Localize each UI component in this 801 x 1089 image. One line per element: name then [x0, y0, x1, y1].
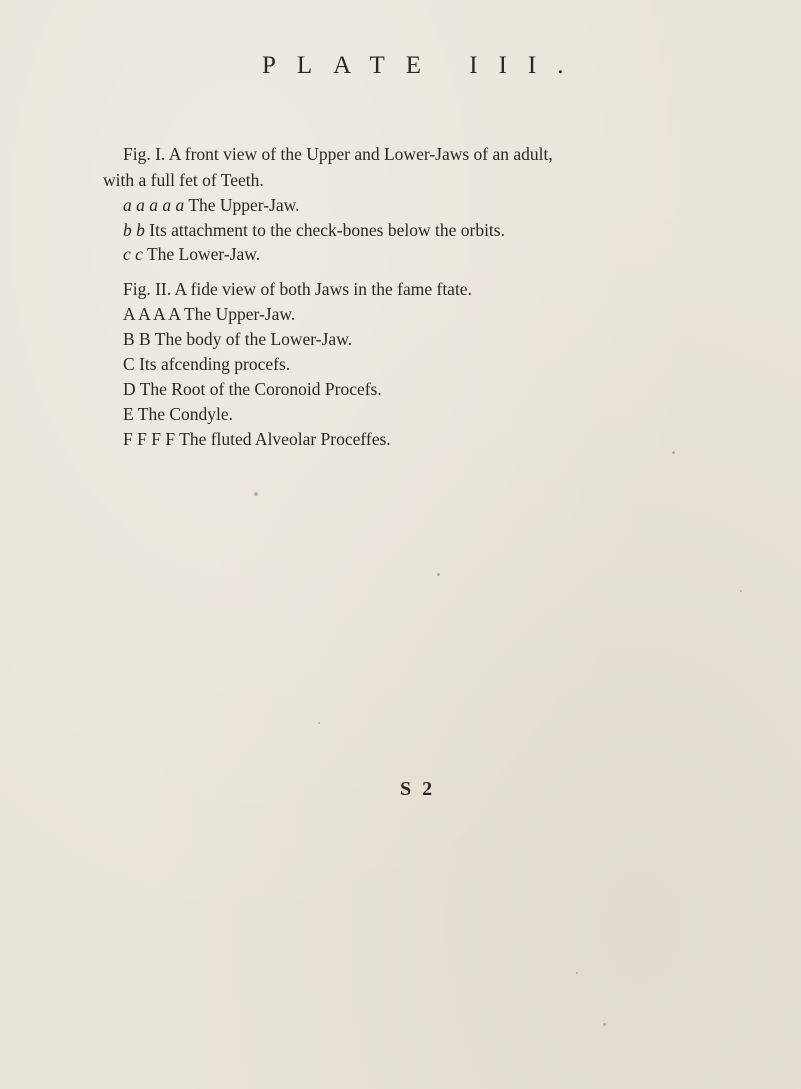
item-key: D	[123, 379, 136, 399]
item-text: The Upper-Jaw.	[188, 195, 300, 215]
item-key: B B	[123, 329, 151, 349]
paper-speck	[603, 1023, 606, 1026]
item-key: b b	[123, 220, 145, 240]
fig1-heading-cont: with a full fet of Teeth.	[103, 170, 264, 190]
fig2-item	[123, 331, 352, 349]
fig2-item	[123, 381, 382, 399]
paper-speck	[740, 590, 742, 592]
fig2-heading: Fig. II. A fide view of both Jaws in the fame ftate.	[123, 279, 472, 299]
paper-speck	[576, 972, 578, 974]
item-text: The Lower-Jaw.	[146, 244, 261, 264]
fig1-item	[123, 197, 300, 215]
item-text: The body of the Lower-Jaw.	[154, 329, 353, 349]
item-text: The Root of the Coronoid Procefs.	[139, 379, 382, 399]
item-text: Its attachment to the check-bones below the orbits.	[149, 220, 505, 240]
fig1-heading: Fig. I. A front view of the Upper and Lower-Jaws of an adult,	[123, 144, 553, 164]
item-text: Its afcending procefs.	[139, 354, 291, 374]
paper-speck	[437, 573, 440, 576]
item-text: The fluted Alveolar Proceffes.	[179, 429, 391, 449]
item-text: The Upper-Jaw.	[183, 304, 296, 324]
fig1-item	[123, 222, 505, 240]
item-key: A A A A	[123, 304, 180, 324]
fig2-item	[123, 406, 233, 424]
fig2-item	[123, 431, 391, 449]
plate-title: PLATE III.	[262, 52, 585, 79]
fig2-item	[123, 306, 295, 324]
paper-speck	[672, 451, 675, 454]
item-key: E	[123, 404, 134, 424]
item-text: The Condyle.	[137, 404, 234, 424]
item-key: c c	[123, 244, 143, 264]
fig2-item	[123, 356, 290, 374]
paper-speck	[318, 722, 320, 724]
item-key: F F F F	[123, 429, 176, 449]
item-key: a a a a a	[123, 195, 185, 215]
fig1-item	[123, 246, 260, 264]
signature-mark: S 2	[400, 778, 436, 800]
paper-speck	[254, 492, 258, 496]
item-key: C	[123, 354, 135, 374]
